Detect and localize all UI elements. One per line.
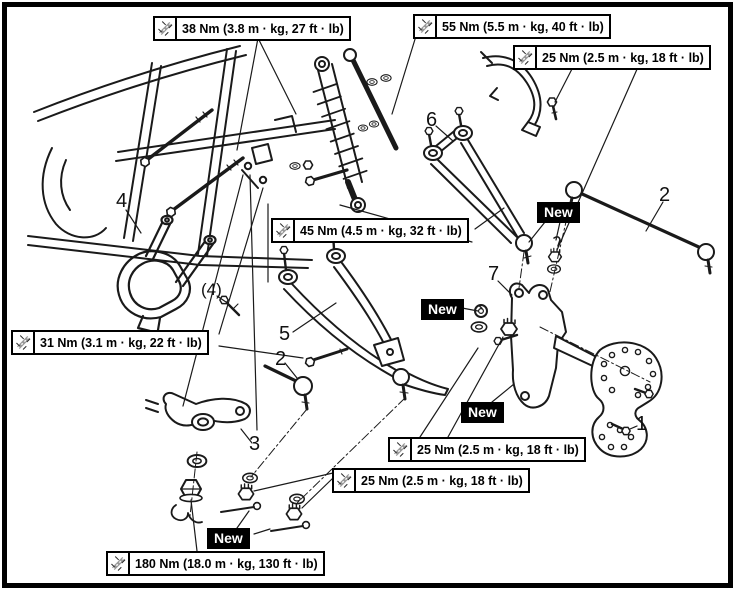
part-number-3: 3 bbox=[249, 433, 261, 455]
part-number-5: 5 bbox=[279, 323, 291, 345]
part-number-4-qty: (4) bbox=[201, 280, 222, 299]
new-part-marker: New bbox=[537, 202, 580, 223]
part-number-2-right: 2 bbox=[659, 184, 671, 206]
torque-label-180nm bbox=[106, 551, 325, 576]
torque-label-text: 25 Nm (2.5 m · kg, 18 ft · lb) bbox=[417, 442, 579, 457]
new-part-marker: New bbox=[461, 402, 504, 423]
wrench-icon bbox=[415, 16, 437, 37]
part-number-1: 1 bbox=[636, 413, 648, 435]
part-number-7: 7 bbox=[488, 263, 500, 285]
torque-label-text: 31 Nm (3.1 m · kg, 22 ft · lb) bbox=[40, 335, 202, 350]
torque-label-45nm bbox=[271, 218, 469, 243]
part-number-2-lower: 2 bbox=[275, 348, 287, 370]
tie-rod-art bbox=[566, 182, 714, 273]
wrench-icon bbox=[334, 470, 356, 491]
torque-label-55nm bbox=[413, 14, 611, 39]
wrench-icon bbox=[108, 553, 130, 574]
steering-arm-art bbox=[146, 393, 309, 531]
disc-guard-art bbox=[591, 342, 661, 456]
wrench-icon bbox=[273, 220, 295, 241]
wrench-icon bbox=[515, 47, 537, 68]
torque-label-text: 25 Nm (2.5 m · kg, 18 ft · lb) bbox=[361, 473, 523, 488]
bumper-bracket-art bbox=[118, 216, 239, 331]
torque-label-25nm-top bbox=[513, 45, 711, 70]
torque-label-25nm-low bbox=[332, 468, 530, 493]
shock-absorber-art bbox=[290, 49, 396, 212]
wrench-icon bbox=[13, 332, 35, 353]
long-bolts-art bbox=[139, 110, 243, 218]
torque-label-text: 45 Nm (4.5 m · kg, 32 ft · lb) bbox=[300, 223, 462, 238]
torque-label-38nm bbox=[153, 16, 351, 41]
new-part-marker: New bbox=[207, 528, 250, 549]
torque-label-text: 38 Nm (3.8 m · kg, 27 ft · lb) bbox=[182, 21, 344, 36]
torque-label-25nm-mid bbox=[388, 437, 586, 462]
torque-label-text: 25 Nm (2.5 m · kg, 18 ft · lb) bbox=[542, 50, 704, 65]
torque-label-text: 180 Nm (18.0 m · kg, 130 ft · lb) bbox=[135, 556, 318, 571]
torque-label-31nm bbox=[11, 330, 209, 355]
tie-rod-end-art bbox=[265, 366, 312, 409]
part-number-6: 6 bbox=[426, 109, 438, 131]
part-number-4: 4 bbox=[116, 190, 128, 212]
torque-label-text: 55 Nm (5.5 m · kg, 40 ft · lb) bbox=[442, 19, 604, 34]
new-part-marker: New bbox=[421, 299, 464, 320]
wrench-icon bbox=[390, 439, 412, 460]
wrench-icon bbox=[155, 18, 177, 39]
